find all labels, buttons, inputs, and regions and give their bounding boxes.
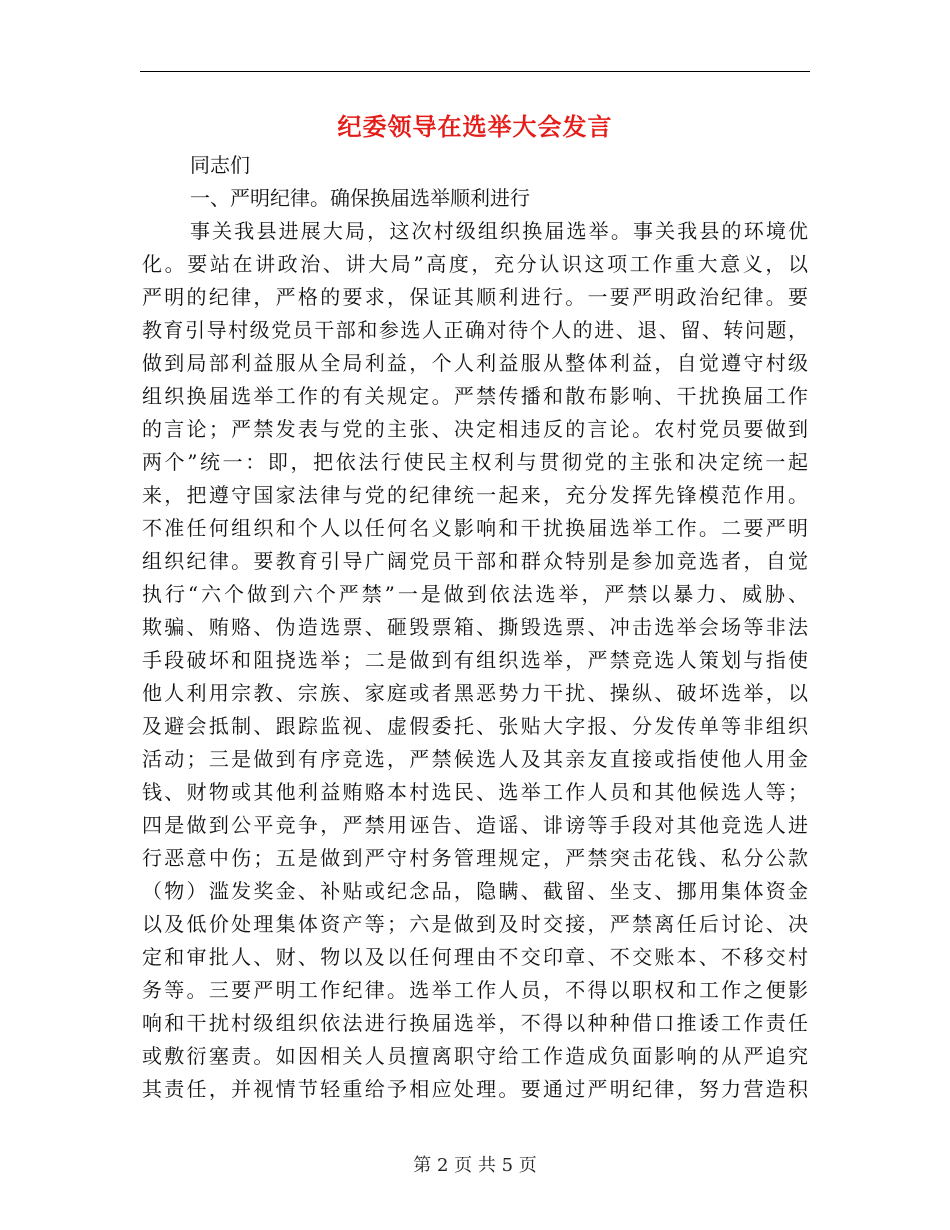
paragraph-line: （物）滥发奖金、补贴或纪念品，隐瞒、截留、坐支、挪用集体资金 xyxy=(142,879,808,903)
section-heading: 一、严明纪律。确保换届选举顺利进行 xyxy=(190,186,530,210)
paragraph-line: 他人利用宗教、宗族、家庭或者黑恶势力干扰、操纵、破坏选举，以 xyxy=(142,681,808,705)
paragraph-line: 钱、财物或其他利益贿赂本村选民、选举工作人员和其他候选人等； xyxy=(142,780,808,804)
paragraph-line: 来，把遵守国家法律与党的纪律统一起来，充分发挥先锋模范作用。 xyxy=(142,483,808,507)
paragraph-line: 行恶意中伤；五是做到严守村务管理规定，严禁突击花钱、私分公款 xyxy=(142,846,808,870)
paragraph-line: 活动；三是做到有序竞选，严禁候选人及其亲友直接或指使他人用金 xyxy=(142,747,808,771)
paragraph-line: 的言论；严禁发表与党的主张、决定相违反的言论。农村党员要做到 xyxy=(142,417,808,441)
paragraph-line: 化。要站在讲政治、讲大局”高度，充分认识这项工作重大意义，以 xyxy=(142,252,808,276)
paragraph-line: 组织换届选举工作的有关规定。严禁传播和散布影响、干扰换届工作 xyxy=(142,384,808,408)
paragraph-line: 事关我县进展大局，这次村级组织换届选举。事关我县的环境优 xyxy=(190,219,808,243)
paragraph-line: 不准任何组织和个人以任何名义影响和干扰换届选举工作。二要严明 xyxy=(142,516,808,540)
header-rule xyxy=(140,71,810,72)
page-number: 第 2 页 共 5 页 xyxy=(413,1155,537,1176)
salutation: 同志们 xyxy=(190,153,250,177)
paragraph-line: 组织纪律。要教育引导广阔党员干部和群众特别是参加竞选者，自觉 xyxy=(142,549,808,573)
paragraph-line: 定和审批人、财、物以及以任何理由不交印章、不交账本、不移交村 xyxy=(142,945,808,969)
paragraph-line: 执行“六个做到六个严禁”一是做到依法选举，严禁以暴力、威胁、 xyxy=(142,582,808,606)
paragraph-line: 教育引导村级党员干部和参选人正确对待个人的进、退、留、转问题， xyxy=(142,318,808,342)
paragraph-line: 或敷衍塞责。如因相关人员擅离职守给工作造成负面影响的从严追究 xyxy=(142,1044,808,1068)
paragraph-line: 务等。三要严明工作纪律。选举工作人员，不得以职权和工作之便影 xyxy=(142,978,808,1002)
paragraph-line: 响和干扰村级组织依法进行换届选举，不得以种种借口推诿工作责任 xyxy=(142,1011,808,1035)
paragraph-line: 做到局部利益服从全局利益，个人利益服从整体利益，自觉遵守村级 xyxy=(142,351,808,375)
paragraph-line: 及避会抵制、跟踪监视、虚假委托、张贴大字报、分发传单等非组织 xyxy=(142,714,808,738)
paragraph-line: 手段破坏和阻挠选举；二是做到有组织选举，严禁竞选人策划与指使 xyxy=(142,648,808,672)
paragraph-line: 两个”统一：即，把依法行使民主权利与贯彻党的主张和决定统一起 xyxy=(142,450,808,474)
paragraph-line: 以及低价处理集体资产等；六是做到及时交接，严禁离任后讨论、决 xyxy=(142,912,808,936)
paragraph-line: 严明的纪律，严格的要求，保证其顺利进行。一要严明政治纪律。要 xyxy=(142,285,808,309)
document-title: 纪委领导在选举大会发言 xyxy=(337,112,613,141)
paragraph-line: 欺骗、贿赂、伪造选票、砸毁票箱、撕毁选票、冲击选举会场等非法 xyxy=(142,615,808,639)
paragraph-line: 四是做到公平竞争，严禁用诬告、造谣、诽谤等手段对其他竞选人进 xyxy=(142,813,808,837)
paragraph-line: 其责任，并视情节轻重给予相应处理。要通过严明纪律，努力营造积 xyxy=(142,1077,808,1101)
